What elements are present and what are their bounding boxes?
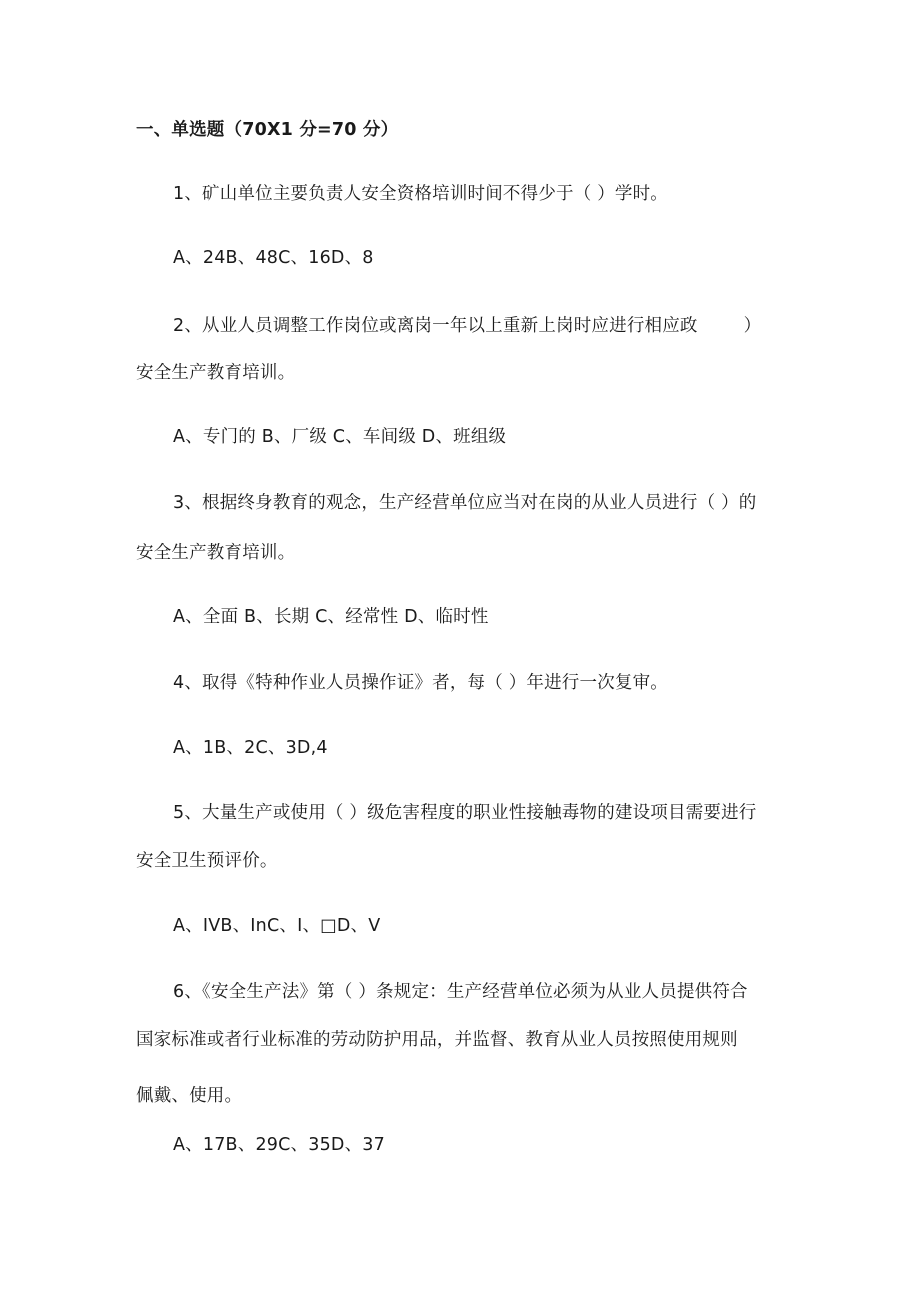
question-3-text-cont: 安全生产教育培训。: [136, 543, 296, 563]
question-3-text: 3、根据终身教育的观念，生产经营单位应当对在岗的从业人员进行（ ）的: [173, 493, 757, 513]
question-6-text-cont2: 佩戴、使用。: [136, 1086, 243, 1106]
question-6-text: 6、《安全生产法》第（ ）条规定：生产经营单位必须为从业人员提供符合: [173, 982, 748, 1002]
question-2-text-part1: 2、从业人员调整工作岗位或离岗一年以上重新上岗时应进行相应政: [173, 316, 698, 336]
question-2-options: A、专门的 B、厂级 C、车间级 D、班组级: [173, 427, 507, 447]
question-6-text-cont: 国家标准或者行业标准的劳动防护用品，并监督、教育从业人员按照使用规则: [136, 1030, 738, 1050]
section-title: 一、单选题（70X1 分=70 分）: [136, 120, 399, 140]
question-2-text-cont: 安全生产教育培训。: [136, 363, 296, 383]
question-4-text: 4、取得《特种作业人员操作证》者，每（ ）年进行一次复审。: [173, 673, 668, 693]
question-5-options: A、IVB、InC、I、□D、V: [173, 916, 381, 936]
question-2-text: [173, 315, 761, 337]
question-4-options: A、1B、2C、3D,4: [173, 738, 328, 758]
question-1-options: A、24B、48C、16D、8: [173, 248, 374, 268]
question-2-text-part2: ）: [743, 316, 762, 336]
question-6-options: A、17B、29C、35D、37: [173, 1135, 385, 1155]
question-5-text: 5、大量生产或使用（ ）级危害程度的职业性接触毒物的建设项目需要进行: [173, 803, 757, 823]
question-1-text: 1、矿山单位主要负责人安全资格培训时间不得少于（ ）学时。: [173, 184, 668, 204]
question-5-text-cont: 安全卫生预评价。: [136, 851, 278, 871]
question-3-options: A、全面 B、长期 C、经常性 D、临时性: [173, 607, 489, 627]
